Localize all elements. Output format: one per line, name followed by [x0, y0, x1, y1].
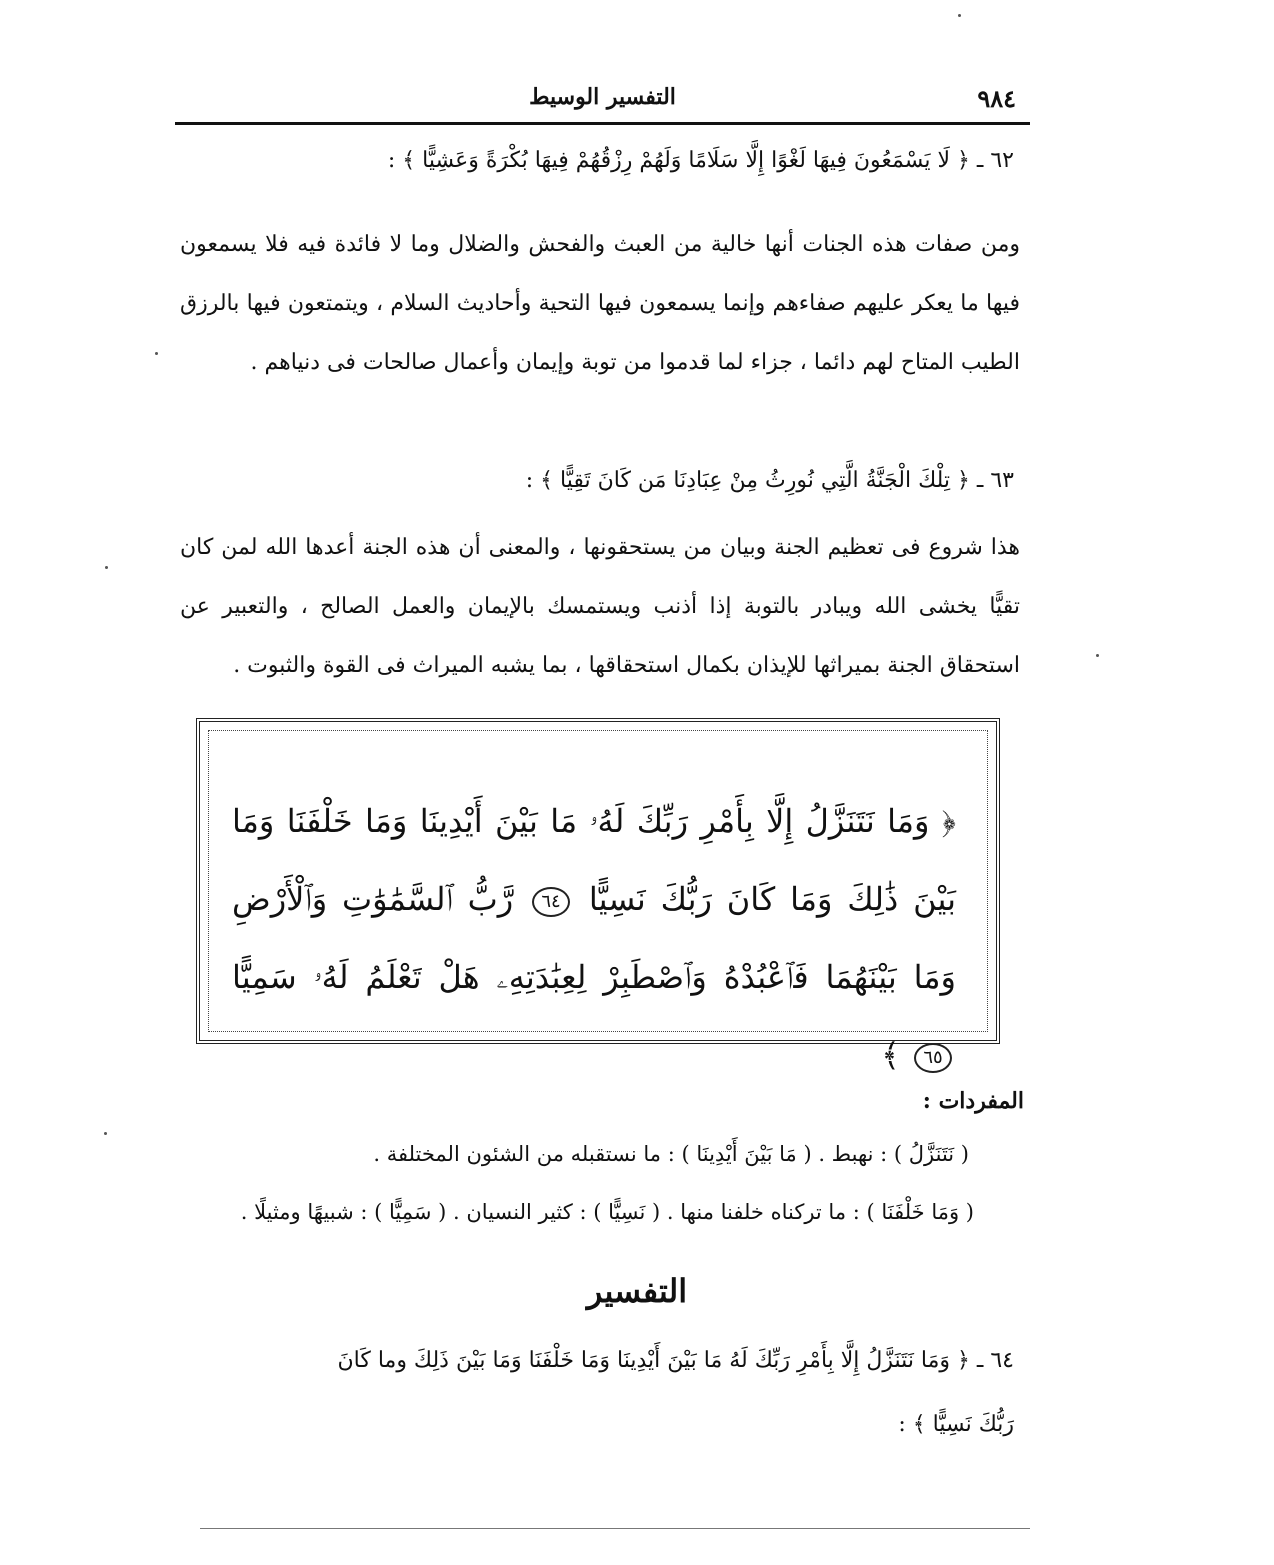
quran-frame — [196, 718, 1000, 1074]
vocabulary-line-2: ( وَمَا خَلْفَنَا ) : ما تركناه خلفنا منها . ( نَسِيًّا ) : كثير النسيان . ( سَمِيًّا ) : شبيهًا ومثيلًا . — [240, 1200, 974, 1224]
page-header — [175, 82, 1030, 125]
vocabulary-line-1: ( نَتَنَزَّلُ ) : نهبط . ( مَا بَيْنَ أَيْدِينَا ) : ما نستقبله من الشئون المختلفة . — [373, 1142, 969, 1166]
tafsir-verse-64-line-2: رَبُّكَ نَسِيًّا ﴾ : — [898, 1412, 1014, 1437]
passage-line-2b: رَّبُّ ٱلسَّمَٰوَٰتِ وَٱلْأَرْضِ — [232, 880, 514, 918]
page-number: ٩٨٤ — [977, 84, 1016, 113]
quran-passage — [232, 782, 956, 1094]
bottom-rule — [200, 1528, 1030, 1529]
scan-speck — [105, 566, 108, 569]
passage-line-1: ﴿ وَمَا نَتَنَزَّلُ إِلَّا بِأَمْرِ رَبِّكَ لَهُۥ مَا بَيْنَ أَيْدِينَا وَمَا خَلْفَنَا وَمَا — [232, 802, 956, 840]
ayah-number-64: ٦٤ — [532, 887, 570, 917]
verse-63-heading: ٦٣ ـ ﴿ تِلْكَ الْجَنَّةُ الَّتِي نُورِثُ مِنْ عِبَادِنَا مَن كَانَ تَقِيًّا ﴾ : — [525, 468, 1014, 493]
passage-line-2a: بَيْنَ ذَٰلِكَ وَمَا كَانَ رَبُّكَ نَسِيًّا — [588, 880, 957, 918]
scan-speck — [1096, 654, 1099, 657]
verse-63-commentary: هذا شروع فى تعظيم الجنة وبيان من يستحقونها ، والمعنى أن هذه الجنة أعدها الله لمن كان تقيًّا يخشى الله ويبادر بالتوبة إذا أذنب ويستمسك بالإيمان والعمل الصالح ، والتعبير عن استحقاق الجنة بميراثها للإيذان بكمال استحقاقها ، بما يشبه الميراث فى القوة والثبوت . — [180, 535, 1020, 678]
tafsir-heading: التفسير — [586, 1272, 688, 1310]
ayah-number-65: ٦٥ — [914, 1043, 952, 1073]
scan-speck — [155, 352, 158, 355]
passage-close-bracket: ﴾ — [881, 1036, 900, 1074]
scan-speck — [104, 1132, 107, 1135]
verse-62-commentary: ومن صفات هذه الجنات أنها خالية من العبث والفحش والضلال وما لا فائدة فيه فلا يسمعون فيها ما يعكر عليهم صفاءهم وإنما يسمعون فيها التحية وأحاديث السلام ، ويتمتعون فيها بالرزق الطيب المتاح لهم دائما ، جزاء لما قدموا من توبة وإيمان وأعمال صالحات فى دنياهم . — [180, 232, 1020, 375]
scan-speck — [958, 14, 961, 17]
passage-line-3: وَمَا بَيْنَهُمَا فَٱعْبُدْهُ وَٱصْطَبِرْ لِعِبَٰدَتِهِۦ هَلْ تَعْلَمُ لَهُۥ سَمِيًّا — [232, 958, 956, 996]
tafsir-verse-64-line-1: ٦٤ ـ ﴿ وَمَا نَتَنَزَّلُ إِلَّا بِأَمْرِ رَبِّكَ لَهُ مَا بَيْنَ أَيْدِينَا وَمَا خَلْفَنَا وَمَا بَيْنَ ذَلِكَ وما كَانَ — [337, 1348, 1014, 1373]
vocabulary-label: المفردات : — [922, 1088, 1024, 1114]
running-title: التفسير الوسيط — [529, 84, 676, 110]
verse-62-heading: ٦٢ ـ ﴿ لَا يَسْمَعُونَ فِيهَا لَغْوًا إِلَّا سَلَامًا وَلَهُمْ رِزْقُهُمْ فِيهَا بُكْرَةً وَعَشِيًّا ﴾ : — [387, 148, 1014, 173]
